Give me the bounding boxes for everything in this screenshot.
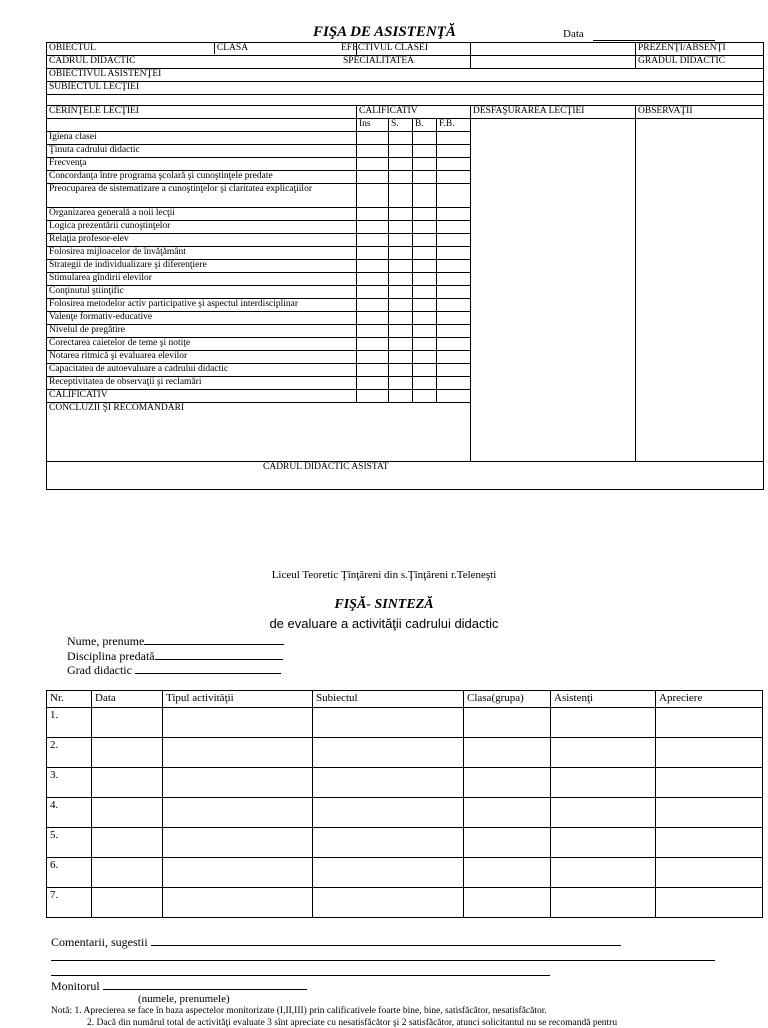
form-title: FIŞA DE ASISTENŢĂ [313,24,456,40]
criterion-row: Organizarea generală a noii lecţii [47,208,357,221]
synthesis-table [46,690,763,918]
class-label: CLASA [216,43,249,53]
grade-header: CALIFICATIV [357,106,471,119]
criterion-row: Frecvenţa [47,158,357,171]
criterion-row: Folosirea metodelor activ participative şi aspectul interdisciplinar [47,299,357,312]
criterion-row: Relaţia profesor-elev [47,234,357,247]
lesson-subject-label: SUBIECTUL LECŢIEI [47,82,764,95]
blank-row [47,95,764,106]
criterion-row: Concordanţa între programa şcolară şi cunoştinţele predate [47,171,357,184]
criterion-row: Igiena clasei [47,132,357,145]
monitor-input[interactable] [103,978,307,990]
col-class: Clasa(grupa) [464,691,551,708]
table-row: 5. [47,828,763,858]
criterion-row: Notarea ritmică şi evaluarea elevilor [47,351,357,364]
degree-label: Grad didactic [67,663,132,677]
degree-field-row [67,662,281,678]
name-label: Nume, prenume [67,634,145,648]
comments-row [51,934,621,950]
school-header: Liceul Teoretic Ţînţăreni din s.Ţînţăreni r.Teleneşti [271,569,497,581]
observations-header: OBSERVAŢII [636,106,764,119]
table-row: 7. [47,888,763,918]
criterion-row: Strategii de individualizare şi diferenţiere [47,260,357,273]
criterion-row: Stimularea gîndirii elevilor [47,273,357,286]
grade-col-fb: F.B. [437,119,471,132]
criterion-row: Capacitatea de autoevaluare a cadrului didactic [47,364,357,377]
comments-input[interactable] [151,934,621,946]
conclusions-label: CONCLUZII ŞI RECOMANDĂRI [49,403,185,413]
teacher-label: CADRUL DIDACTIC [47,56,471,69]
col-date: Data [92,691,163,708]
name-field-row [67,633,284,649]
criterion-row: Corectarea caietelor de teme şi notiţe [47,338,357,351]
grade-col-s: S. [389,119,413,132]
col-subject: Subiectul [313,691,464,708]
discipline-input[interactable] [155,648,283,660]
degree-input[interactable] [135,662,281,674]
note-line-1: Notă: 1. Aprecierea se face în baza aspectelor monitorizate (I,II,III) prin calificativele foarte bine, bine, satisfăcător, nesatisfăcător. [51,1006,547,1016]
criterion-row: Conţinutul ştiinţific [47,286,357,299]
synthesis-title: FIŞĂ- SINTEZĂ [334,597,434,612]
table-row: 6. [47,858,763,888]
monitor-sub-label: (numele, prenumele) [138,993,230,1005]
criterion-row: Folosirea mijloacelor de învăţământ [47,247,357,260]
col-assistants: Asistenţi [551,691,656,708]
col-nr: Nr. [47,691,92,708]
name-input[interactable] [144,633,284,645]
table-row: 2. [47,738,763,768]
discipline-label: Disciplina predată [67,649,155,663]
specialty-label: SPECIALITATEA [343,56,415,66]
col-activity-type: Tipul activităţii [163,691,313,708]
note-line-2: 2. Dacă din numărul total de activităţi evaluate 3 sînt apreciate cu nesatisfăcător şi 2 satisfăcător, atunci solicitantul nu se recomandă pentru [87,1018,618,1028]
present-absent-label: PREZENŢI/ABSENŢI [636,43,764,56]
criterion-row: Receptivitatea de observaţii şi reclamări [47,377,357,390]
signature-label: CADRUL DIDACTIC ASISTAT [263,462,389,472]
comments-label: Comentarii, sugestii [51,935,148,949]
objective-label: OBIECTIVUL ASISTENŢEI [47,69,764,82]
signature-cell[interactable] [47,462,764,490]
grade-col-b: B. [413,119,437,132]
comments-line-2[interactable] [51,960,715,961]
criterion-row: Preocuparea de sistematizare a cunoştinţelor şi claritatea explicaţiilor [47,184,357,208]
progress-header: DESFAŞURAREA LECŢIEI [471,106,636,119]
teaching-degree-label: GRADUL DIDACTIC [636,56,764,69]
conclusions-cell[interactable] [47,403,764,462]
date-field[interactable] [593,40,715,41]
requirements-header: CERINŢELE LECŢIEI [47,106,357,119]
class-size-label: EFECTIVUL CLASEI [341,43,428,53]
comments-line-3[interactable] [51,975,550,976]
criterion-row: Logica prezentării cunoştinţelor [47,221,357,234]
table-row: 3. [47,768,763,798]
subject-label: OBIECTUL [47,43,215,54]
table-row: 4. [47,798,763,828]
monitor-label: Monitorul [51,979,100,993]
date-label: Data [563,28,584,40]
criterion-row: Nivelul de pregătire [47,325,357,338]
assistance-table [46,42,764,490]
monitor-row [51,978,307,994]
synthesis-subtitle: de evaluare a activităţii cadrului didactic [269,616,499,631]
overall-grade-label: CALIFICATIV [47,390,357,403]
grade-col-ins: Ins [357,119,389,132]
col-appreciation: Apreciere [656,691,763,708]
criterion-row: Ţinuta cadrului didactic [47,145,357,158]
criterion-row: Valenţe formativ-educative [47,312,357,325]
table-row: 1. [47,708,763,738]
